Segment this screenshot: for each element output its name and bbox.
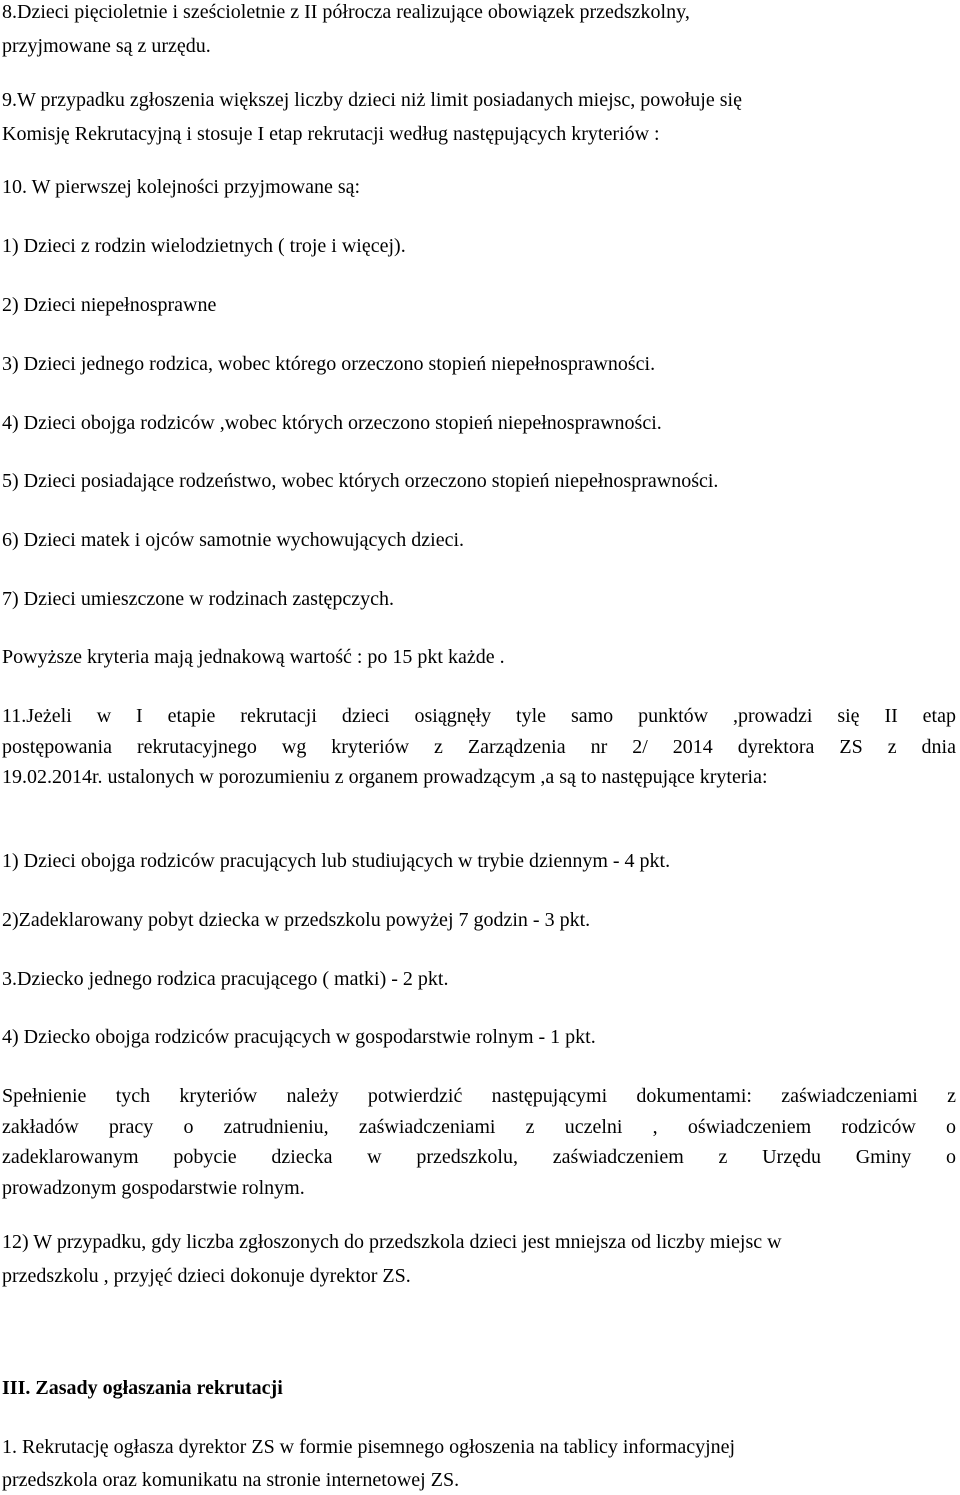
paragraph-11-line-3: 19.02.2014r. ustalonych w porozumieniu z organem prowadzącym ,a są to następujące kryteria: bbox=[2, 766, 768, 788]
criteria-stage1-item: 7) Dzieci umieszczone w rodzinach zastępczych. bbox=[2, 588, 395, 610]
section-3-item-1-line-1: 1. Rekrutację ogłasza dyrektor ZS w formie pisemnego ogłoszenia na tablicy informacyjnej bbox=[2, 1436, 736, 1458]
criteria-stage1-item: 4) Dzieci obojga rodziców ,wobec których orzeczono stopień niepełnosprawności. bbox=[2, 412, 662, 434]
criteria-stage1-item: 2) Dzieci niepełnosprawne bbox=[2, 294, 217, 316]
criteria-stage2-item: 1) Dzieci obojga rodziców pracujących lub studiujących w trybie dziennym - 4 pkt. bbox=[2, 850, 671, 872]
paragraph-10-heading: 10. W pierwszej kolejności przyjmowane są: bbox=[2, 176, 361, 198]
paragraph-12-line-2: przedszkolu , przyjęć dzieci dokonuje dyrektor ZS. bbox=[2, 1265, 411, 1287]
paragraph-11-line-2: postępowania rekrutacyjnego wg kryteriów z Zarządzenia nr 2/ 2014 dyrektora ZS z dnia bbox=[2, 736, 956, 758]
verification-line-3: zadeklarowanym pobycie dziecka w przedszkolu, zaświadczeniem z Urzędu Gminy o bbox=[2, 1146, 956, 1168]
section-3-item-1-line-2: przedszkola oraz komunikatu na stronie internetowej ZS. bbox=[2, 1469, 460, 1491]
criteria-stage2-item: 2)Zadeklarowany pobyt dziecka w przedszkolu powyżej 7 godzin - 3 pkt. bbox=[2, 909, 591, 931]
stage1-points-note: Powyższe kryteria mają jednakową wartość : po 15 pkt każde . bbox=[2, 646, 505, 668]
paragraph-9-line-1: 9.W przypadku zgłoszenia większej liczby dzieci niż limit posiadanych miejsc, powołuje się bbox=[2, 89, 742, 111]
paragraph-9-line-2: Komisję Rekrutacyjną i stosuje I etap rekrutacji według następujących kryteriów : bbox=[2, 123, 660, 145]
section-3-heading: III. Zasady ogłaszania rekrutacji bbox=[2, 1377, 283, 1399]
paragraph-12-line-1: 12) W przypadku, gdy liczba zgłoszonych do przedszkola dzieci jest mniejsza od liczby miejsc w bbox=[2, 1231, 782, 1253]
paragraph-8-line-1: 8.Dzieci pięcioletnie i sześcioletnie z II półrocza realizujące obowiązek przedszkolny, bbox=[2, 1, 690, 23]
verification-line-2: zakładów pracy o zatrudnieniu, zaświadczeniami z uczelni , oświadczeniem rodziców o bbox=[2, 1116, 956, 1138]
criteria-stage1-item: 1) Dzieci z rodzin wielodzietnych ( troje i więcej). bbox=[2, 235, 406, 257]
criteria-stage1-item: 5) Dzieci posiadające rodzeństwo, wobec których orzeczono stopień niepełnosprawności. bbox=[2, 470, 719, 492]
verification-line-4: prowadzonym gospodarstwie rolnym. bbox=[2, 1177, 305, 1199]
paragraph-11-line-1: 11.Jeżeli w I etapie rekrutacji dzieci osiągnęły tyle samo punktów ,prowadzi się II etap bbox=[2, 705, 956, 727]
criteria-stage2-item: 3.Dziecko jednego rodzica pracującego ( matki) - 2 pkt. bbox=[2, 968, 449, 990]
criteria-stage1-item: 6) Dzieci matek i ojców samotnie wychowujących dzieci. bbox=[2, 529, 465, 551]
criteria-stage2-item: 4) Dziecko obojga rodziców pracujących w gospodarstwie rolnym - 1 pkt. bbox=[2, 1026, 596, 1048]
verification-line-1: Spełnienie tych kryteriów należy potwierdzić następującymi dokumentami: zaświadczeniami z bbox=[2, 1085, 956, 1107]
criteria-stage1-item: 3) Dzieci jednego rodzica, wobec którego orzeczono stopień niepełnosprawności. bbox=[2, 353, 656, 375]
paragraph-8-line-2: przyjmowane są z urzędu. bbox=[2, 35, 211, 57]
